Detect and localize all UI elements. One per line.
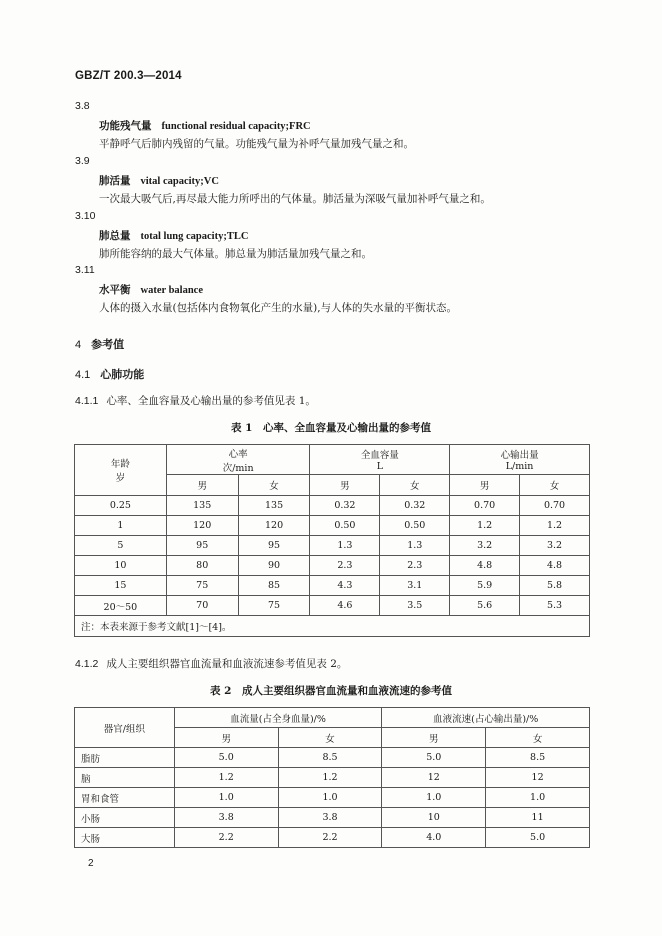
term-title (99, 118, 311, 133)
table-cell: 5.6 (450, 596, 520, 616)
section-title: 参考值 (91, 338, 125, 351)
table-cell: 3.8 (278, 808, 382, 828)
table-row (75, 788, 590, 808)
table-cell: 3.8 (174, 808, 278, 828)
table-cell: 3.2 (520, 536, 590, 556)
organ-header: 器官/组织 (75, 708, 175, 748)
clause-number: 4.1.1 (75, 395, 99, 407)
table-cell: 5.8 (520, 576, 590, 596)
group-header: 血流量(占全身血量)/% (174, 708, 382, 728)
table-cell: 135 (238, 496, 310, 516)
subsection-heading (75, 366, 144, 382)
table-cell: 4.8 (520, 556, 590, 576)
term-number: 3.10 (75, 210, 96, 222)
table-cell: 4.0 (382, 828, 486, 848)
term-definition: 平静呼气后肺内残留的气量。功能残气量为补呼气量加残气量之和。 (99, 138, 414, 150)
page-number: 2 (88, 858, 94, 869)
group-unit: L/min (505, 461, 534, 472)
table-row (75, 556, 590, 576)
age-cell: 10 (75, 556, 167, 576)
table-cell: 3.2 (450, 536, 520, 556)
table-row (75, 536, 590, 556)
sex-header: 男 (166, 475, 238, 496)
age-label: 年龄 (110, 459, 130, 470)
table-row (75, 828, 590, 848)
table-cell: 3.5 (380, 596, 450, 616)
clause-number: 4.1.2 (75, 658, 99, 670)
table-cell: 1.0 (174, 788, 278, 808)
table-cell: 5.3 (520, 596, 590, 616)
table-cell: 135 (166, 496, 238, 516)
paragraph-text: 成人主要组织器官血流量和血液流速参考值见表 2。 (106, 658, 348, 670)
table-cell: 75 (238, 596, 310, 616)
section-number: 4.1 (75, 369, 91, 381)
table-row (75, 808, 590, 828)
term-en: total lung capacity;TLC (140, 231, 249, 242)
table-cell: 1.3 (380, 536, 450, 556)
table-row (75, 596, 590, 616)
term-title (99, 173, 219, 188)
organ-cell: 脑 (75, 768, 175, 788)
table-row (75, 516, 590, 536)
term-zh: 功能残气量 (99, 120, 152, 132)
term-zh: 肺总量 (99, 230, 131, 242)
organ-cell: 胃和食管 (75, 788, 175, 808)
table-cell: 70 (166, 596, 238, 616)
table-cell: 1.0 (486, 788, 590, 808)
group-name: 全血容量 (360, 450, 399, 461)
table-cell: 1.0 (382, 788, 486, 808)
table-cell: 3.1 (380, 576, 450, 596)
organ-cell: 大肠 (75, 828, 175, 848)
table-cell: 2.2 (278, 828, 382, 848)
paragraph (75, 393, 316, 408)
table-cell: 1.2 (174, 768, 278, 788)
term-title (99, 228, 248, 243)
age-cell: 20～50 (75, 596, 167, 616)
table-cell: 12 (382, 768, 486, 788)
table-cell: 4.8 (450, 556, 520, 576)
group-name: 心率 (228, 448, 248, 460)
sex-header: 男 (382, 728, 486, 748)
table-cell: 1.3 (310, 536, 380, 556)
table-cell: 1.2 (450, 516, 520, 536)
sex-header: 女 (278, 728, 382, 748)
table-cell: 95 (238, 536, 310, 556)
table-cell: 11 (486, 808, 590, 828)
term-number: 3.11 (75, 264, 95, 276)
group-header: 血液流速(占心输出量)/% (382, 708, 590, 728)
sex-header: 男 (310, 475, 380, 496)
group-unit: 次/min (222, 462, 254, 474)
age-header (75, 445, 167, 496)
group-header (310, 445, 450, 475)
age-cell: 0.25 (75, 496, 167, 516)
table-cell: 80 (166, 556, 238, 576)
table-1 (74, 444, 590, 637)
section-number: 4 (75, 339, 82, 351)
age-cell: 5 (75, 536, 167, 556)
sex-header: 男 (450, 475, 520, 496)
section-heading (75, 336, 124, 352)
table-row (75, 496, 590, 516)
table-row (75, 768, 590, 788)
table-cell: 1.2 (278, 768, 382, 788)
table-cell: 120 (238, 516, 310, 536)
term-definition: 人体的摄入水量(包括体内食物氧化产生的水量),与人体的失水量的平衡状态。 (99, 302, 458, 314)
term-en: water balance (140, 285, 204, 296)
standard-number: GBZ/T 200.3—2014 (75, 70, 182, 82)
table-cell: 0.32 (380, 496, 450, 516)
table-cell: 1.0 (278, 788, 382, 808)
section-title: 心肺功能 (100, 368, 145, 381)
age-cell: 15 (75, 576, 167, 596)
table-header-row (75, 445, 590, 475)
term-number: 3.9 (75, 155, 90, 167)
term-zh: 肺活量 (99, 175, 131, 187)
table-cell: 2.3 (310, 556, 380, 576)
table-cell: 5.0 (382, 748, 486, 768)
table-2 (74, 707, 590, 848)
term-title (99, 282, 203, 297)
table-cell: 0.32 (310, 496, 380, 516)
term-en: vital capacity;VC (140, 176, 219, 187)
sex-header: 女 (486, 728, 590, 748)
table-cell: 4.3 (310, 576, 380, 596)
table-cell: 75 (166, 576, 238, 596)
table-cell: 90 (238, 556, 310, 576)
table-cell: 0.70 (450, 496, 520, 516)
table-cell: 8.5 (278, 748, 382, 768)
group-header (166, 445, 310, 475)
paragraph (75, 656, 347, 671)
paragraph-text: 心率、全血容量及心输出量的参考值见表 1。 (106, 395, 316, 407)
organ-cell: 脂肪 (75, 748, 175, 768)
group-header (450, 445, 590, 475)
table-header-row (75, 708, 590, 728)
table-cell: 1.2 (520, 516, 590, 536)
table-cell: 120 (166, 516, 238, 536)
term-zh: 水平衡 (99, 284, 131, 296)
sex-header: 女 (520, 475, 590, 496)
table-cell: 5.0 (174, 748, 278, 768)
table-cell: 2.3 (380, 556, 450, 576)
term-number: 3.8 (75, 100, 90, 112)
age-unit: 岁 (115, 473, 126, 484)
table-note: 注：本表来源于参考文献[1]～[4]。 (75, 616, 590, 637)
sex-header: 女 (238, 475, 310, 496)
table-caption: 表 2 成人主要组织器官血流量和血液流速的参考值 (210, 685, 452, 697)
sex-header: 女 (380, 475, 450, 496)
term-en: functional residual capacity;FRC (161, 121, 311, 132)
table-cell: 2.2 (174, 828, 278, 848)
table-row (75, 748, 590, 768)
table-cell: 0.70 (520, 496, 590, 516)
term-definition: 肺所能容纳的最大气体量。肺总量为肺活量加残气量之和。 (99, 248, 372, 260)
table-cell: 8.5 (486, 748, 590, 768)
term-definition: 一次最大吸气后,再尽最大能力所呼出的气体量。肺活量为深吸气量加补呼气量之和。 (99, 193, 491, 205)
organ-cell: 小肠 (75, 808, 175, 828)
table-note-row (75, 616, 590, 637)
table-row (75, 576, 590, 596)
group-name: 心输出量 (500, 450, 539, 461)
table-cell: 5.0 (486, 828, 590, 848)
table-cell: 4.6 (310, 596, 380, 616)
table-cell: 0.50 (380, 516, 450, 536)
table-cell: 12 (486, 768, 590, 788)
sex-header: 男 (174, 728, 278, 748)
table-cell: 85 (238, 576, 310, 596)
age-cell: 1 (75, 516, 167, 536)
table-cell: 10 (382, 808, 486, 828)
table-caption: 表 1 心率、全血容量及心输出量的参考值 (231, 422, 431, 434)
table-cell: 0.50 (310, 516, 380, 536)
table-cell: 5.9 (450, 576, 520, 596)
group-unit: L (376, 461, 383, 472)
table-cell: 95 (166, 536, 238, 556)
